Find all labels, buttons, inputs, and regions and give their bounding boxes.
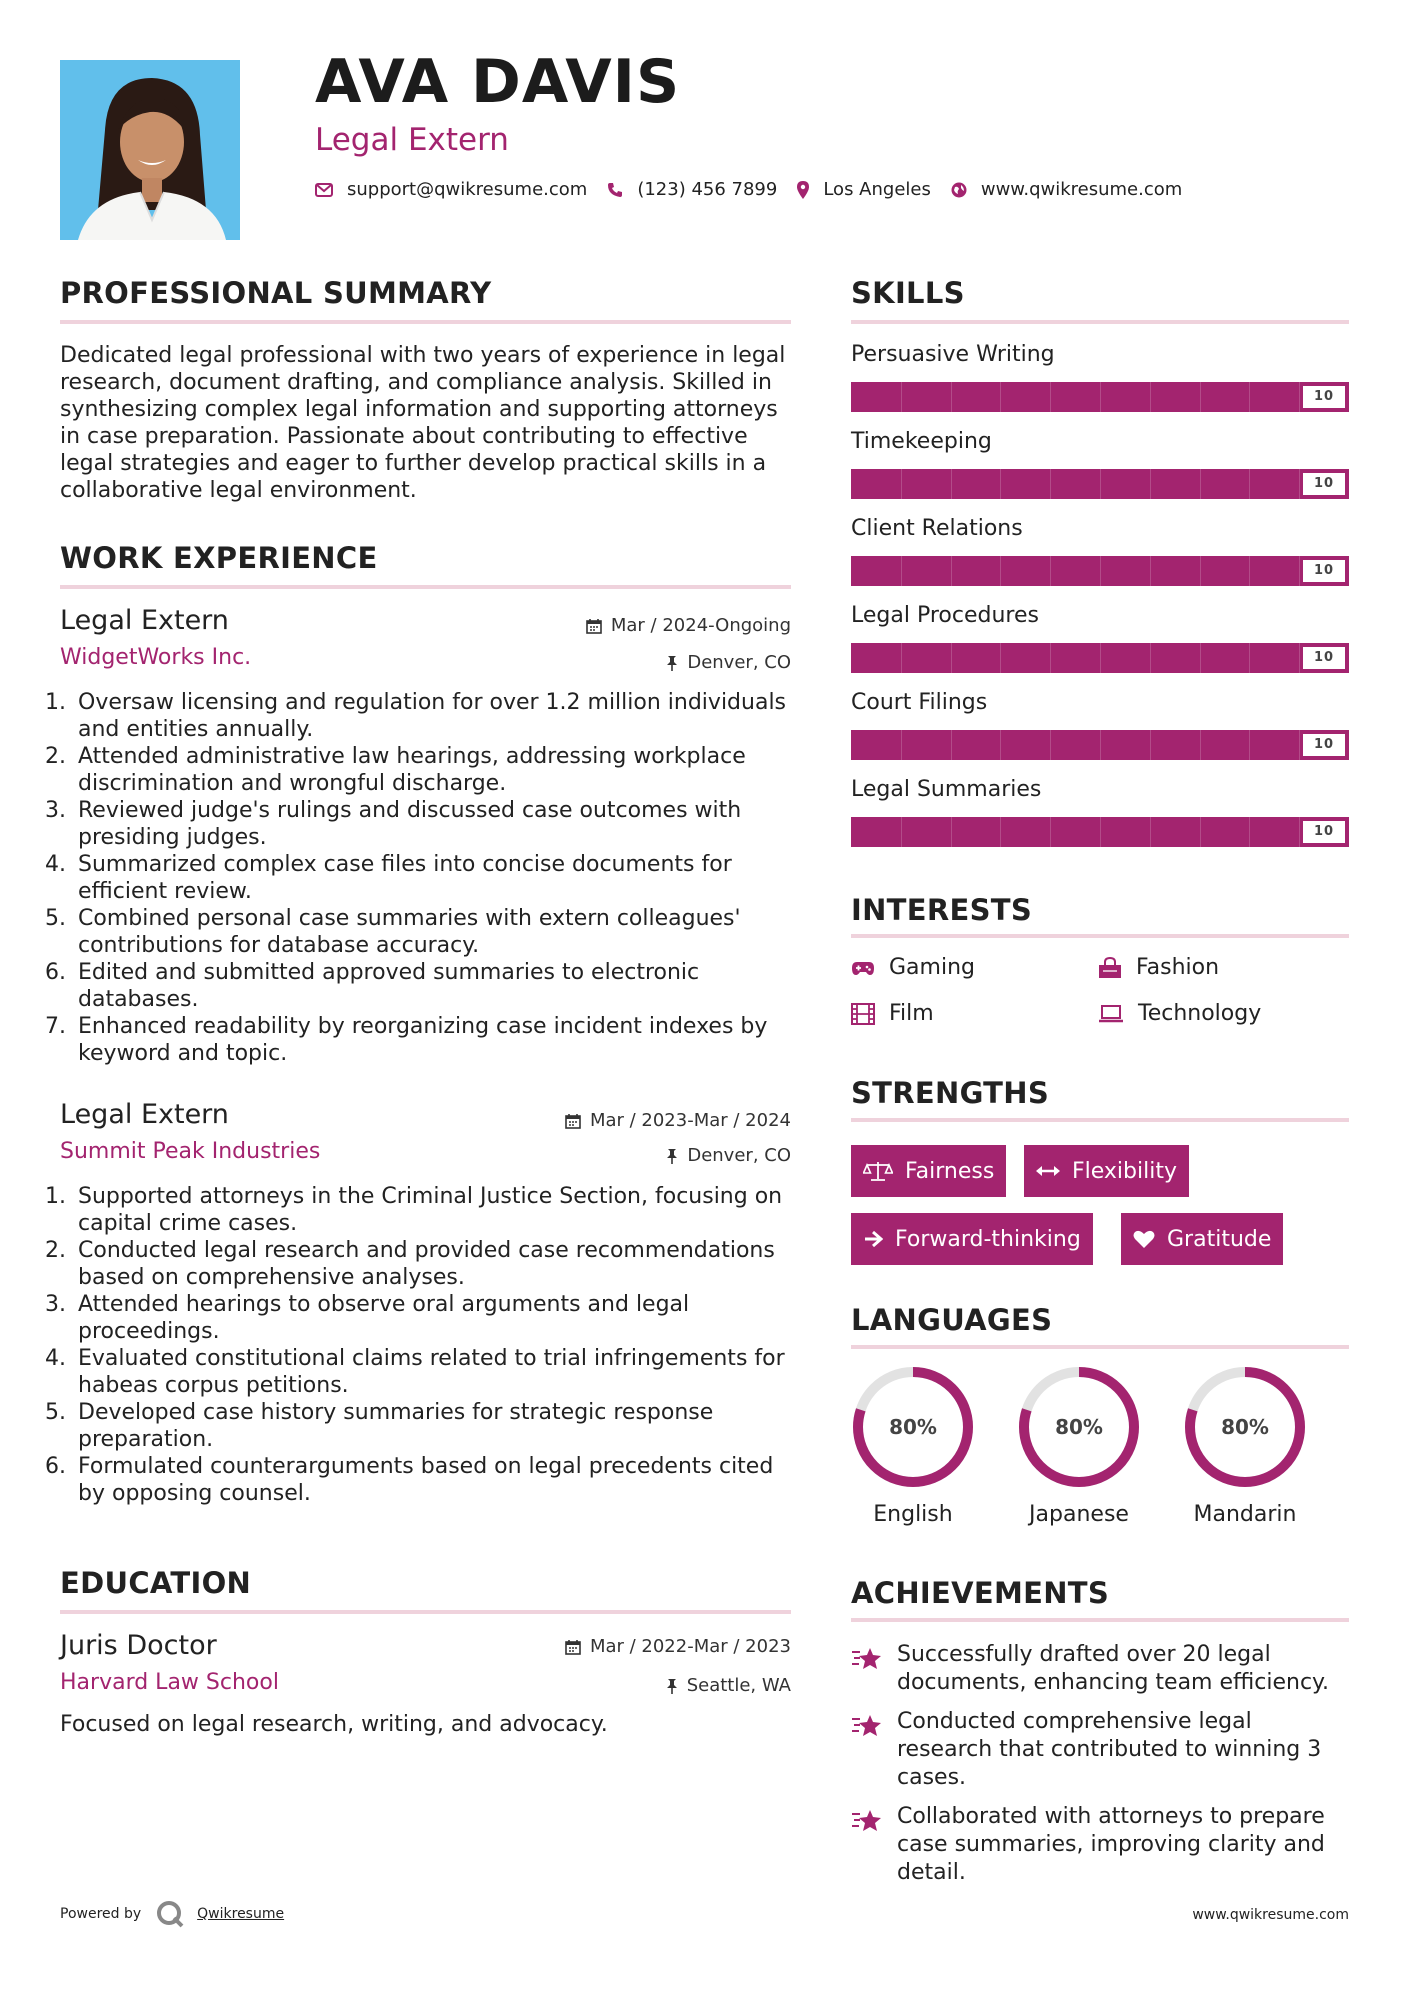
list-item: Conducted comprehensive legal research that contributed to winning 3 cases.	[851, 1708, 1349, 1792]
education-divider	[60, 1610, 791, 1614]
contact-phone[interactable]	[607, 179, 777, 200]
education-location	[666, 1675, 791, 1696]
contact-website[interactable]	[951, 179, 1182, 200]
strength-chip	[851, 1213, 1093, 1265]
film-icon	[851, 1003, 875, 1025]
skill-bar-segment	[1100, 556, 1101, 586]
interest-label: Gaming	[889, 955, 975, 980]
interest-film	[851, 1001, 934, 1026]
pushpin-icon	[666, 655, 678, 671]
language-percent: 80%	[1055, 1415, 1103, 1439]
skill-item	[851, 690, 1349, 777]
calendar-icon	[586, 618, 602, 634]
strengths-heading: STRENGTHS	[851, 1076, 1050, 1110]
job-company: Summit Peak Industries	[60, 1139, 321, 1164]
contact-email-text: support@qwikresume.com	[347, 179, 588, 200]
skill-item	[851, 516, 1349, 603]
map-pin-icon	[797, 181, 809, 199]
skill-bar-segment	[1150, 643, 1151, 673]
education-location-text: Seattle, WA	[686, 1675, 791, 1696]
shooting-star-icon	[851, 1645, 883, 1673]
skill-bar-segment	[901, 730, 902, 760]
achievements-list	[851, 1641, 1349, 1887]
job-dates	[586, 615, 791, 636]
skill-bar-segment	[1299, 382, 1300, 412]
skill-bar-segment	[1249, 556, 1250, 586]
strength-label: Flexibility	[1072, 1158, 1177, 1184]
skill-bar-segment	[951, 817, 952, 847]
skill-bar-segment	[901, 643, 902, 673]
profile-photo	[60, 60, 240, 240]
job-entry	[60, 1099, 791, 1189]
list-item: 6. Edited and submitted approved summaries to electronic databases.	[45, 960, 700, 1012]
arrow-right-icon	[863, 1230, 883, 1248]
skill-bar-segment	[1200, 730, 1201, 760]
achievements-heading: ACHIEVEMENTS	[851, 1576, 1110, 1610]
skill-bar-segment	[1100, 730, 1101, 760]
contact-location	[797, 179, 931, 200]
skill-bar-segment	[1200, 817, 1201, 847]
skill-bar-segment	[1100, 469, 1101, 499]
skill-level: 10	[1303, 647, 1345, 669]
interest-fashion	[1098, 955, 1219, 980]
strength-chip	[851, 1145, 1006, 1197]
job-dates	[565, 1110, 791, 1131]
skill-bar-segment	[1200, 469, 1201, 499]
skill-label: Persuasive Writing	[851, 342, 1055, 367]
skill-bar-segment	[1000, 643, 1001, 673]
qwikresume-logo-icon	[155, 1899, 185, 1929]
skill-bar-segment	[901, 556, 902, 586]
arrows-horizontal-icon	[1036, 1164, 1060, 1178]
pushpin-icon	[666, 1148, 678, 1164]
job-title: Legal Extern	[60, 1099, 229, 1130]
pushpin-icon	[666, 1678, 678, 1694]
list-item: 6. Formulated counterarguments based on legal precedents cited by opposing counsel.	[45, 1454, 774, 1506]
candidate-title: Legal Extern	[315, 122, 509, 158]
skill-bar-segment	[1249, 817, 1250, 847]
heart-icon	[1133, 1229, 1155, 1249]
language-item	[1183, 1365, 1313, 1535]
interest-gaming	[851, 955, 975, 980]
skill-bar-segment	[1050, 469, 1051, 499]
skill-bar-segment	[1150, 730, 1151, 760]
interest-label: Film	[889, 1001, 934, 1026]
skill-bar-segment	[901, 817, 902, 847]
skill-bar-segment	[1200, 382, 1201, 412]
skill-label: Client Relations	[851, 516, 1023, 541]
skill-bar	[851, 643, 1349, 673]
skill-bar-segment	[1299, 469, 1300, 499]
language-name: English	[873, 1502, 953, 1527]
skill-bar-segment	[1200, 556, 1201, 586]
interest-technology	[1098, 1001, 1261, 1026]
skill-bar	[851, 817, 1349, 847]
skill-bar-segment	[1100, 382, 1101, 412]
contact-website-text: www.qwikresume.com	[980, 179, 1183, 200]
language-item	[1017, 1365, 1147, 1535]
globe-icon	[951, 182, 967, 198]
gamepad-icon	[851, 960, 875, 976]
work-heading: WORK EXPERIENCE	[60, 541, 378, 575]
strength-chip	[1024, 1145, 1189, 1197]
contact-location-text: Los Angeles	[823, 179, 931, 200]
qwikresume-link[interactable]: Qwikresume	[197, 1906, 285, 1922]
list-item: 2. Attended administrative law hearings, addressing workplace discrimination and wrongful discharge.	[45, 744, 746, 796]
job-location	[666, 652, 791, 673]
languages-heading: LANGUAGES	[851, 1303, 1053, 1337]
language-percent: 80%	[889, 1415, 937, 1439]
skill-level: 10	[1303, 734, 1345, 756]
phone-icon	[607, 182, 623, 198]
shooting-star-icon	[851, 1807, 883, 1835]
list-item: 4. Summarized complex case files into concise documents for efficient review.	[45, 852, 732, 904]
skill-bar-segment	[951, 643, 952, 673]
job-location-text: Denver, CO	[687, 652, 791, 673]
skill-bar-segment	[1150, 556, 1151, 586]
skill-bar-segment	[1000, 382, 1001, 412]
education-description: Focused on legal research, writing, and advocacy.	[60, 1712, 608, 1737]
summary-heading: PROFESSIONAL SUMMARY	[60, 276, 492, 310]
interests-heading: INTERESTS	[851, 893, 1033, 927]
shooting-star-icon	[851, 1712, 883, 1740]
achievements-divider	[851, 1618, 1349, 1622]
laptop-icon	[1098, 1005, 1124, 1023]
education-entry	[60, 1630, 791, 1720]
skill-bar-segment	[1150, 382, 1151, 412]
job-company: WidgetWorks Inc.	[60, 645, 252, 670]
skill-item	[851, 603, 1349, 690]
skill-bar-segment	[901, 382, 902, 412]
skill-bar-segment	[1200, 643, 1201, 673]
language-ring	[1017, 1365, 1141, 1489]
job-dates-text: Mar / 2024-Ongoing	[610, 615, 791, 636]
skills-heading: SKILLS	[851, 276, 965, 310]
job-dates-text: Mar / 2023-Mar / 2024	[589, 1110, 791, 1131]
language-name: Mandarin	[1193, 1502, 1297, 1527]
skill-bar-segment	[1299, 817, 1300, 847]
skill-bar-segment	[1299, 643, 1300, 673]
skill-bar	[851, 556, 1349, 586]
strength-chip	[1121, 1213, 1283, 1265]
list-item: 5. Combined personal case summaries with extern colleagues' contributions for database accuracy.	[45, 906, 741, 958]
balance-scale-icon	[863, 1160, 893, 1182]
footer-website[interactable]: www.qwikresume.com	[1192, 1907, 1349, 1923]
interests-divider	[851, 934, 1349, 938]
skill-bar-segment	[901, 469, 902, 499]
contact-email[interactable]	[315, 179, 587, 200]
skill-bar-segment	[1249, 382, 1250, 412]
skill-bar-segment	[1050, 382, 1051, 412]
languages-list	[851, 1365, 1349, 1535]
education-heading: EDUCATION	[60, 1566, 252, 1600]
skill-item	[851, 342, 1349, 429]
calendar-icon	[565, 1113, 581, 1129]
skill-bar-segment	[1000, 556, 1001, 586]
list-item: 2. Conducted legal research and provided case recommendations based on comprehensive analyses.	[45, 1238, 775, 1290]
skill-bar-segment	[1299, 730, 1300, 760]
skill-bar-segment	[1000, 730, 1001, 760]
skill-bar-segment	[951, 556, 952, 586]
skill-item	[851, 429, 1349, 516]
interest-label: Fashion	[1136, 955, 1220, 980]
skill-bar	[851, 469, 1349, 499]
job-duties-list	[45, 1183, 791, 1507]
skill-bar-segment	[951, 730, 952, 760]
language-item	[851, 1365, 981, 1535]
contact-phone-text: (123) 456 7899	[637, 179, 778, 200]
strength-label: Forward-thinking	[895, 1226, 1081, 1252]
job-location-text: Denver, CO	[687, 1145, 791, 1166]
education-dates-text: Mar / 2022-Mar / 2023	[589, 1636, 791, 1657]
skill-bar-segment	[1249, 730, 1250, 760]
skill-level: 10	[1303, 821, 1345, 843]
skill-bar-segment	[1050, 817, 1051, 847]
skill-bar	[851, 730, 1349, 760]
strength-label: Gratitude	[1167, 1226, 1272, 1252]
skill-bar-segment	[1150, 817, 1151, 847]
list-item: 3. Reviewed judge's rulings and discussed case outcomes with presiding judges.	[45, 798, 742, 850]
education-dates	[565, 1636, 791, 1657]
skill-bar-segment	[1100, 643, 1101, 673]
language-name: Japanese	[1029, 1502, 1129, 1527]
summary-text: Dedicated legal professional with two years of experience in legal research, document drafting, and compliance analysis. Skilled in synthesizing complex legal information and supporting attorneys in case preparation. Passionate about contributing to effective legal strategies and eager to further develop practical skills in a collaborative legal environment.	[60, 343, 786, 503]
skill-bar-segment	[1050, 730, 1051, 760]
language-ring	[1183, 1365, 1307, 1489]
powered-by	[60, 1899, 284, 1929]
powered-by-text: Powered by	[60, 1906, 142, 1922]
skill-label: Court Filings	[851, 690, 988, 715]
skill-label: Legal Procedures	[851, 603, 1039, 628]
list-item: 3. Attended hearings to observe oral arguments and legal proceedings.	[45, 1292, 690, 1344]
skills-list	[851, 342, 1349, 864]
skill-bar-segment	[951, 382, 952, 412]
skill-bar-segment	[1050, 643, 1051, 673]
skill-level: 10	[1303, 473, 1345, 495]
list-item: 5. Developed case history summaries for strategic response preparation.	[45, 1400, 714, 1452]
skill-bar-segment	[1000, 817, 1001, 847]
job-location	[666, 1145, 791, 1166]
language-ring	[851, 1365, 975, 1489]
job-title: Legal Extern	[60, 605, 229, 636]
school-name: Harvard Law School	[60, 1670, 279, 1695]
strength-label: Fairness	[905, 1158, 995, 1184]
strengths-divider	[851, 1118, 1349, 1122]
list-item: 1. Supported attorneys in the Criminal Justice Section, focusing on capital crime cases.	[45, 1184, 783, 1236]
skill-level: 10	[1303, 560, 1345, 582]
skill-bar	[851, 382, 1349, 412]
list-item: 4. Evaluated constitutional claims related to trial infringements for habeas corpus petitions.	[45, 1346, 785, 1398]
list-item: 7. Enhanced readability by reorganizing case incident indexes by keyword and topic.	[45, 1014, 768, 1066]
work-divider	[60, 585, 791, 589]
skill-bar-segment	[1050, 556, 1051, 586]
skill-item	[851, 777, 1349, 864]
skill-bar-segment	[951, 469, 952, 499]
skill-bar-segment	[1150, 469, 1151, 499]
shopping-bag-icon	[1098, 957, 1122, 979]
skill-bar-segment	[1000, 469, 1001, 499]
list-item: 1. Oversaw licensing and regulation for over 1.2 million individuals and entities annually.	[45, 690, 787, 742]
list-item: Collaborated with attorneys to prepare case summaries, improving clarity and detail.	[851, 1803, 1349, 1887]
skill-bar-segment	[1100, 817, 1101, 847]
skill-bar-segment	[1249, 469, 1250, 499]
job-duties-list	[45, 689, 791, 1067]
contact-bar	[315, 179, 1202, 200]
languages-divider	[851, 1345, 1349, 1349]
list-item: Successfully drafted over 20 legal documents, enhancing team efficiency.	[851, 1641, 1349, 1697]
skills-divider	[851, 320, 1349, 324]
skill-bar-segment	[1299, 556, 1300, 586]
summary-divider	[60, 320, 791, 324]
envelope-icon	[315, 183, 333, 197]
skill-bar-segment	[1249, 643, 1250, 673]
job-entry	[60, 605, 791, 695]
skill-level: 10	[1303, 386, 1345, 408]
interest-label: Technology	[1138, 1001, 1262, 1026]
degree-title: Juris Doctor	[60, 1630, 217, 1661]
skill-label: Timekeeping	[851, 429, 992, 454]
candidate-name: AVA DAVIS	[315, 47, 681, 117]
language-percent: 80%	[1221, 1415, 1269, 1439]
calendar-icon	[565, 1639, 581, 1655]
skill-label: Legal Summaries	[851, 777, 1042, 802]
